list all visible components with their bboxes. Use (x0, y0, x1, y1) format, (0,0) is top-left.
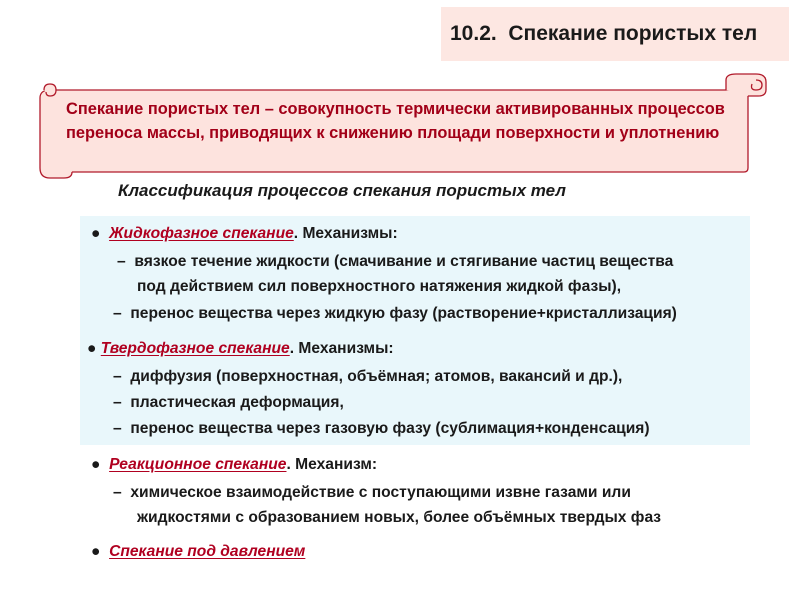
reaction-item-1-line-2: жидкостями с образованием новых, более объёмных твердых фаз (137, 509, 662, 526)
bullet-icon: ● (87, 340, 97, 357)
bullet-solid-phase (87, 339, 394, 359)
solid-phase-term: Твердофазное спекание (100, 340, 290, 357)
reaction-suffix: . Механизм: (286, 456, 378, 473)
bullet-icon: ● (91, 456, 101, 473)
liquid-phase-suffix: . Механизмы: (293, 225, 398, 242)
solid-item-3 (113, 419, 650, 439)
solid-phase-suffix: . Механизмы: (289, 340, 394, 357)
reaction-term: Реакционное спекание (109, 456, 287, 473)
pressure-term: Спекание под давлением (109, 543, 306, 560)
solid-item-2 (113, 393, 344, 413)
liquid-item-1-line-1 (117, 252, 673, 272)
dash-icon: – (113, 394, 122, 411)
reaction-item-1-text: химическое взаимодействие с поступающими извне газами или (130, 484, 631, 501)
dash-icon: – (113, 420, 122, 437)
definition-line-2: переноса массы, приводящих к снижению площади поверхности и уплотнению (66, 124, 720, 142)
dash-icon: – (113, 305, 122, 322)
classification-heading: Классификация процессов спекания пористых тел (118, 181, 566, 200)
liquid-item-2 (113, 304, 677, 324)
solid-item-3-text: перенос вещества через газовую фазу (сублимация+конденсация) (130, 420, 650, 437)
liquid-item-2-text: перенос вещества через жидкую фазу (растворение+кристаллизация) (130, 305, 677, 322)
solid-item-1-text: диффузия (поверхностная, объёмная; атомов, вакансий и др.), (130, 368, 623, 385)
definition-line-1: Спекание пористых тел – совокупность термически активированных процессов (66, 100, 725, 118)
bullet-icon: ● (91, 543, 101, 560)
solid-item-2-text: пластическая деформация, (130, 394, 344, 411)
bullet-icon: ● (91, 225, 101, 242)
solid-item-1 (113, 367, 622, 387)
bullet-liquid-phase (91, 224, 398, 244)
definition-scroll-banner (36, 72, 772, 180)
bullet-pressure (91, 542, 305, 562)
bullet-reaction (91, 455, 377, 475)
dash-icon: – (117, 253, 126, 270)
dash-icon: – (113, 368, 122, 385)
dash-icon: – (113, 484, 122, 501)
slide-title: 10.2. Спекание пористых тел (441, 7, 789, 61)
reaction-item-1-line-1 (113, 483, 631, 503)
liquid-phase-term: Жидкофазное спекание (109, 225, 294, 242)
liquid-item-1-line-2: под действием сил поверхностного натяжения жидкой фазы), (137, 278, 622, 295)
liquid-item-1-text: вязкое течение жидкости (смачивание и стягивание частиц вещества (134, 253, 674, 270)
